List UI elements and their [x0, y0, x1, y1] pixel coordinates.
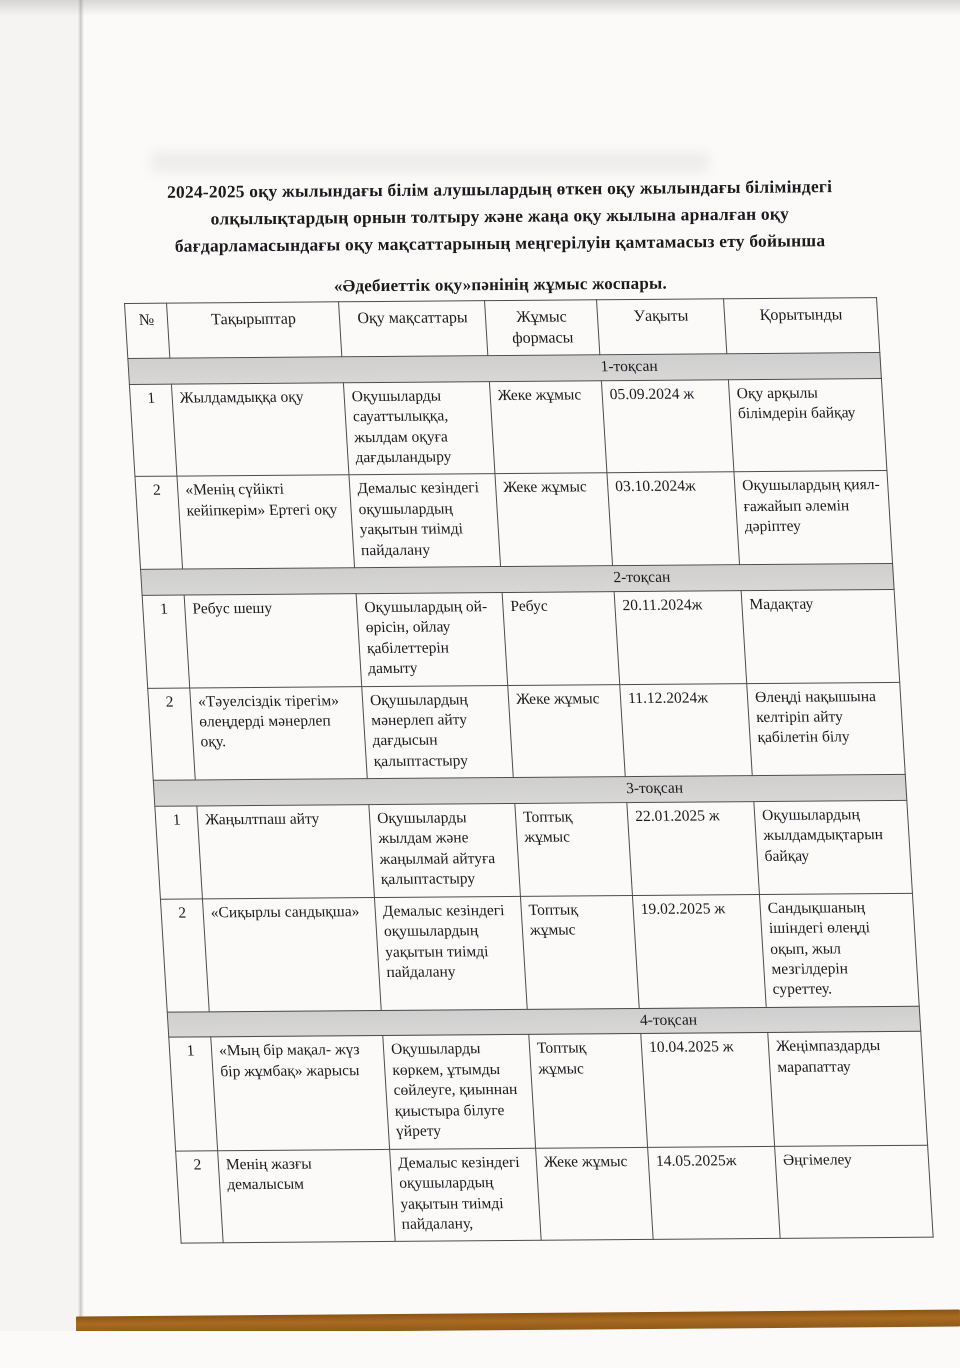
row-number-cell: 2 [135, 477, 183, 570]
table-row [135, 471, 893, 570]
date-cell: 20.11.2024ж [614, 590, 747, 684]
row-number-cell: 2 [148, 688, 196, 781]
date-cell: 11.12.2024ж [620, 683, 753, 777]
table-header-row [125, 298, 880, 359]
title-line-1: 2024-2025 оқу жылындағы білім алушылардың өткен оқу жылындағы біліміндегі [166, 176, 833, 202]
work-form-cell: Топтық жұмыс [529, 1034, 648, 1148]
topic-cell: «Менің сүйікті кейіпкерім» Ертегі оқу [177, 475, 355, 569]
date-cell: 22.01.2025 ж [627, 801, 760, 895]
date-cell: 19.02.2025 ж [632, 894, 766, 1008]
goal-cell: Демалыс кезіндегі оқушылардың уақытын тиімді пайдалану [374, 896, 527, 1010]
topic-cell: «Тәуелсіздік тірегім» өлеңдерді мәнерлеп оқу. [190, 686, 368, 780]
row-number-cell: 2 [160, 899, 209, 1013]
row-number-cell: 1 [155, 806, 203, 899]
table-row [142, 589, 900, 688]
scan-smudge [150, 152, 710, 172]
paper-left-edge-shadow [78, 0, 84, 1332]
date-cell: 05.09.2024 ж [601, 379, 734, 473]
result-cell: Мадақтау [741, 589, 900, 683]
goal-cell: Оқушыларды көркем, ұтымды сөйлеуге, қиыннан қиыстыра білуге үйрету [383, 1035, 536, 1149]
work-form-cell: Жеке жұмыс [495, 473, 613, 567]
col-header-number: № [125, 303, 170, 359]
date-cell: 14.05.2025ж [648, 1146, 781, 1240]
table-row [148, 682, 906, 781]
work-form-cell: Жеке жұмыс [508, 684, 626, 778]
section-label: 2-тоқсан [612, 569, 671, 587]
document-subtitle: «Әдебиеттік оқу»пәнінің жұмыс жоспары. [333, 273, 667, 296]
goal-cell: Оқушылардың ой-өрісін, ойлау қабілеттерін дамыту [356, 592, 508, 686]
work-form-cell: Жеке жұмыс [489, 380, 607, 474]
work-plan-table-wrapper [124, 297, 933, 1244]
col-header-work-form: Жұмыс формасы [485, 300, 600, 356]
title-line-2: олқылықтардың орнын толтыру және жаңа оқу жылына арналған оқу [210, 203, 790, 229]
date-cell: 10.04.2025 ж [641, 1033, 775, 1147]
topic-cell: Менің жазғы демалысым [218, 1149, 396, 1243]
row-number-cell: 1 [142, 595, 190, 688]
row-number-cell: 2 [176, 1150, 224, 1243]
goal-cell: Оқушыларды жылдам және жаңылмай айтуға қалыптастыру [369, 803, 521, 897]
result-cell: Оқушылардың жылдамдықтарын байқау [754, 800, 913, 894]
col-header-result: Қорытынды [724, 298, 880, 354]
work-form-cell: Жеке жұмыс [536, 1147, 654, 1241]
result-cell: Оқушылардың қиял-ғажайып әлемін дәріптеу [734, 471, 893, 565]
date-cell: 03.10.2024ж [607, 472, 740, 566]
result-cell: Оқу арқылы білімдерін байқау [728, 378, 887, 472]
topic-cell: «Сиқырлы сандықша» [202, 897, 381, 1012]
goal-cell: Оқушыларды сауаттылыққа, жылдам оқуға дағдыландыру [343, 381, 495, 475]
table-row [176, 1145, 934, 1244]
topic-cell: Ребус шешу [184, 593, 362, 687]
result-cell: Өлеңді нақышына келтіріп айту қабілетін білу [747, 682, 906, 776]
work-form-cell: Топтық жұмыс [515, 802, 633, 896]
result-cell: Сандықшаның ішіндегі өлеңді оқып, жыл мезгілдерін суреттеу. [759, 893, 919, 1007]
section-label: 4-тоқсан [639, 1011, 698, 1029]
scan-bottom-margin [0, 1331, 960, 1368]
topic-cell: Жылдамдыққа оқу [171, 382, 349, 476]
col-header-goals: Оқу мақсаттары [339, 301, 488, 357]
col-header-time: Уақыты [597, 299, 727, 355]
col-header-topics: Тақырыптар [167, 302, 342, 359]
table-row [129, 378, 887, 477]
table-row [169, 1032, 928, 1151]
document-heading [117, 173, 882, 302]
section-label: 3-тоқсан [625, 780, 684, 798]
section-label: 1-тоқсан [600, 358, 659, 376]
work-form-cell: Топтық жұмыс [520, 895, 639, 1009]
scan-top-shadow [0, 0, 960, 16]
row-number-cell: 1 [169, 1037, 218, 1151]
work-form-cell: Ребус [502, 591, 620, 685]
topic-cell: «Мың бір мақал- жүз бір жұмбақ» жарысы [211, 1036, 390, 1151]
topic-cell: Жаңылтпаш айту [197, 804, 375, 898]
goal-cell: Демалыс кезіндегі оқушылардың уақытын тиімді пайдалану, [390, 1148, 542, 1242]
result-cell: Жеңімпаздарды марапаттау [768, 1032, 928, 1146]
row-number-cell: 1 [129, 384, 177, 477]
work-plan-table [124, 297, 934, 1244]
table-row [155, 800, 913, 899]
result-cell: Әңгімелеу [775, 1145, 934, 1239]
table-row [160, 893, 919, 1012]
title-line-3: бағдарламасындағы оқу мақсаттарының меңгерілуін қамтамасыз ету бойынша [174, 230, 826, 257]
goal-cell: Оқушылардың мәнерлеп айту дағдысын қалыптастыру [362, 685, 514, 779]
goal-cell: Демалыс кезіндегі оқушылардың уақытын тиімді пайдалану [349, 474, 501, 568]
